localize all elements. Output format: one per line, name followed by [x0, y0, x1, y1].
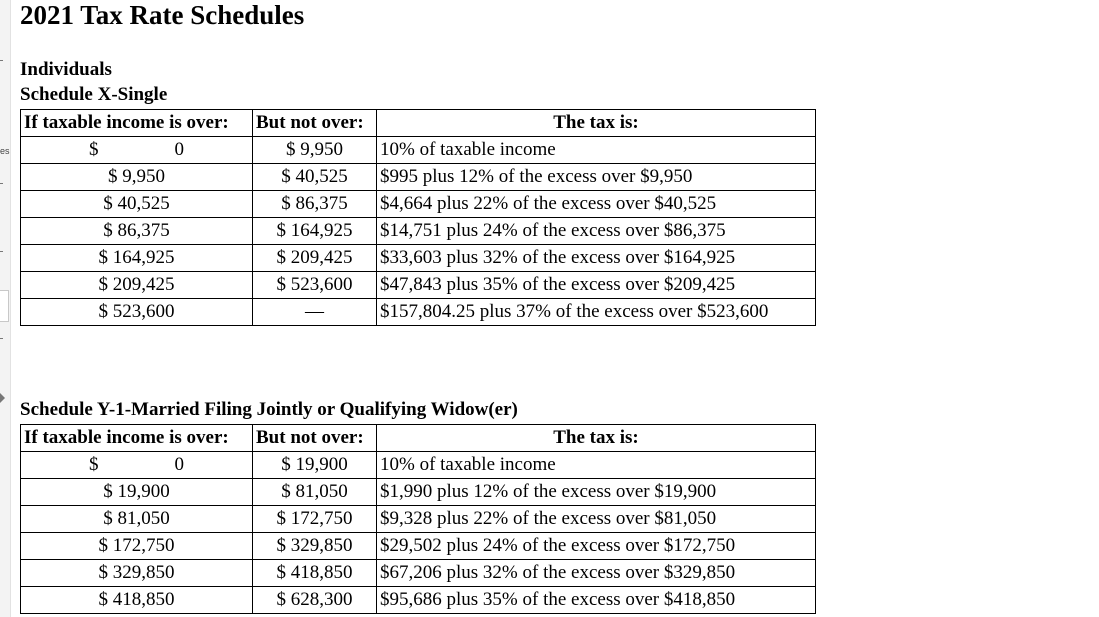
income-over-cell: $ 418,850	[21, 587, 253, 614]
income-over-cell: $ 86,375	[21, 218, 253, 245]
tax-formula-cell: $47,843 plus 35% of the excess over $209,425	[377, 272, 816, 299]
page-title: 2021 Tax Rate Schedules	[20, 0, 305, 30]
sidebar-marker	[0, 338, 3, 339]
expand-caret-icon[interactable]	[0, 393, 5, 403]
tax-formula-cell: $995 plus 12% of the excess over $9,950	[377, 164, 816, 191]
tax-formula-cell: $4,664 plus 22% of the excess over $40,525	[377, 191, 816, 218]
table-row	[21, 452, 816, 479]
table-row	[21, 218, 816, 245]
income-not-over-cell: $ 164,925	[253, 218, 377, 245]
sidebar-label: es	[0, 146, 10, 156]
income-over-cell	[21, 137, 253, 164]
income-over-cell: $ 19,900	[21, 479, 253, 506]
table-row	[21, 479, 816, 506]
tax-formula-cell: $157,804.25 plus 37% of the excess over $523,600	[377, 299, 816, 326]
income-over-cell: $ 329,850	[21, 560, 253, 587]
income-not-over-cell: $ 418,850	[253, 560, 377, 587]
tax-formula-cell: $95,686 plus 35% of the excess over $418,850	[377, 587, 816, 614]
tax-formula-cell: $1,990 plus 12% of the excess over $19,900	[377, 479, 816, 506]
income-not-over-cell: $ 19,900	[253, 452, 377, 479]
table-row	[21, 245, 816, 272]
column-header-tax: The tax is:	[377, 425, 816, 452]
income-not-over-cell: $ 81,050	[253, 479, 377, 506]
income-over-cell: $ 209,425	[21, 272, 253, 299]
zero-amount: $ 0	[89, 139, 184, 160]
schedule-x-table	[20, 109, 816, 326]
tax-formula-cell: 10% of taxable income	[377, 137, 816, 164]
table-row	[21, 164, 816, 191]
table-row	[21, 587, 816, 614]
income-over-cell: $ 523,600	[21, 299, 253, 326]
table-row	[21, 299, 816, 326]
sidebar-marker	[0, 251, 3, 252]
column-header-tax: The tax is:	[377, 110, 816, 137]
sidebar-toggle[interactable]	[0, 290, 9, 322]
zero-amount: $ 0	[89, 454, 184, 475]
table-row	[21, 191, 816, 218]
income-not-over-cell: $ 172,750	[253, 506, 377, 533]
table-row	[21, 506, 816, 533]
column-header-over: If taxable income is over:	[21, 425, 253, 452]
tax-formula-cell: $29,502 plus 24% of the excess over $172,750	[377, 533, 816, 560]
income-not-over-cell: $ 86,375	[253, 191, 377, 218]
income-over-cell: $ 172,750	[21, 533, 253, 560]
income-not-over-cell: $ 9,950	[253, 137, 377, 164]
column-header-not-over: But not over:	[253, 110, 377, 137]
tax-formula-cell: $14,751 plus 24% of the excess over $86,375	[377, 218, 816, 245]
income-over-cell	[21, 452, 253, 479]
individuals-heading: Individuals	[20, 59, 112, 80]
tax-formula-cell: 10% of taxable income	[377, 452, 816, 479]
column-header-not-over: But not over:	[253, 425, 377, 452]
schedule-y1-body	[21, 452, 816, 614]
table-header-row	[21, 425, 816, 452]
income-not-over-cell: $ 209,425	[253, 245, 377, 272]
income-over-cell: $ 40,525	[21, 191, 253, 218]
income-not-over-cell: $ 523,600	[253, 272, 377, 299]
income-not-over-cell: —	[253, 299, 377, 326]
tax-formula-cell: $67,206 plus 32% of the excess over $329,850	[377, 560, 816, 587]
left-sidebar-strip	[0, 0, 11, 617]
column-header-over: If taxable income is over:	[21, 110, 253, 137]
table-row	[21, 560, 816, 587]
sidebar-marker	[0, 183, 3, 184]
income-not-over-cell: $ 628,300	[253, 587, 377, 614]
income-not-over-cell: $ 329,850	[253, 533, 377, 560]
schedule-y1-title: Schedule Y-1-Married Filing Jointly or Qualifying Widow(er)	[20, 399, 518, 420]
income-over-cell: $ 81,050	[21, 506, 253, 533]
schedule-x-title: Schedule X-Single	[20, 84, 168, 105]
table-row	[21, 533, 816, 560]
table-header-row	[21, 110, 816, 137]
table-row	[21, 272, 816, 299]
income-over-cell: $ 164,925	[21, 245, 253, 272]
tax-formula-cell: $9,328 plus 22% of the excess over $81,050	[377, 506, 816, 533]
schedule-x-body	[21, 137, 816, 326]
table-row	[21, 137, 816, 164]
tax-formula-cell: $33,603 plus 32% of the excess over $164,925	[377, 245, 816, 272]
income-over-cell: $ 9,950	[21, 164, 253, 191]
schedule-y1-table	[20, 424, 816, 614]
income-not-over-cell: $ 40,525	[253, 164, 377, 191]
sidebar-marker	[0, 60, 3, 61]
